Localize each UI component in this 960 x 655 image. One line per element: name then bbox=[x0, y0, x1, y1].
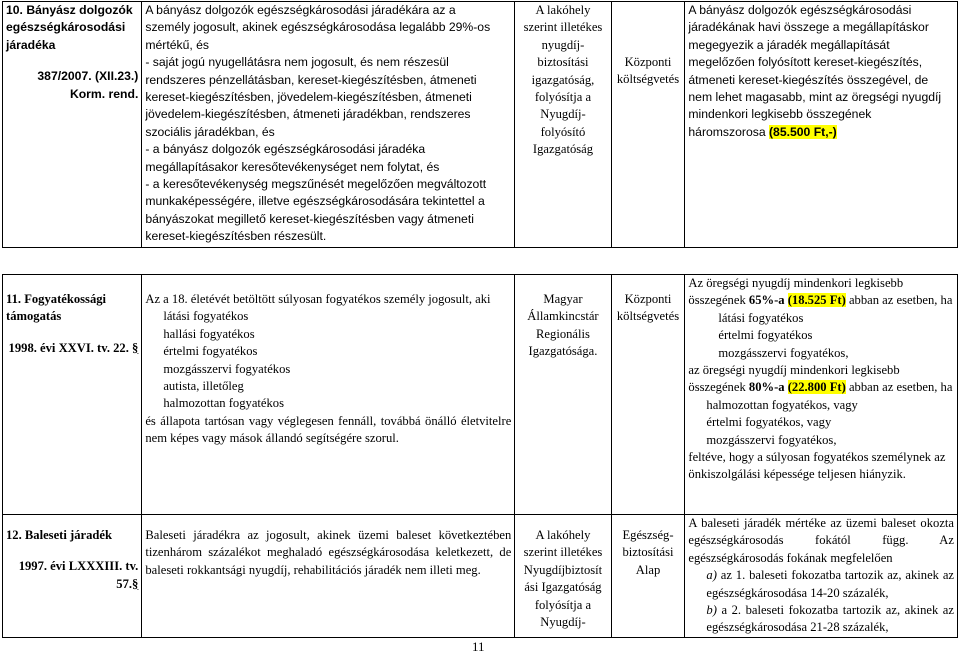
eligibility-line: A bányász dolgozók egészségkárosodási járadékára az a bbox=[145, 3, 456, 17]
amount-line: átmeneti kereset-kiegészítés összegével, de bbox=[688, 72, 929, 87]
table-row bbox=[3, 515, 958, 638]
authority-line: szerint illetékes bbox=[523, 20, 603, 35]
authority-line: Magyar bbox=[543, 292, 583, 306]
amount-outro: feltéve, hogy a súlyosan fogyatékos személynek az önkiszolgálási képessége teljesen hiányzik. bbox=[688, 450, 946, 482]
amount-text: abban az esetben, ha bbox=[845, 380, 953, 395]
amount-cell bbox=[685, 2, 958, 248]
benefits-table-top bbox=[2, 1, 958, 248]
amount-item: halmozottan fogyatékos, vagy bbox=[706, 397, 858, 412]
authority-line: igazgatóság, bbox=[531, 72, 595, 87]
eligibility-item: értelmi fogyatékos bbox=[163, 344, 258, 359]
amount-tier-1 bbox=[688, 275, 954, 310]
legal-reference: 387/2007. (XII.23.) Korm. rend. bbox=[37, 69, 139, 101]
eligibility-line: rendszeres pénzellátásban, kereset-kiegészítésben, átmeneti bbox=[145, 72, 477, 87]
amount-item-text: a 2. baleseti fokozatba tartozik az, akinek az egészségkárosodása 21-28 százalék, bbox=[706, 603, 954, 635]
authority-line: ási Igazgatóság bbox=[524, 580, 602, 595]
eligibility-item: autista, illetőleg bbox=[163, 379, 244, 394]
authority-line: Regionális bbox=[536, 326, 590, 341]
eligibility-item: hallási fogyatékos bbox=[163, 326, 255, 341]
authority-line: szerint illetékes bbox=[523, 545, 603, 560]
amount-cell bbox=[685, 275, 958, 515]
funding-line: Egészség- bbox=[622, 528, 674, 542]
amount-highlight: (22.800 Ft) bbox=[787, 380, 846, 395]
benefit-title: 12. Baleseti járadék bbox=[6, 528, 112, 542]
amount-item: értelmi fogyatékos bbox=[718, 328, 813, 343]
eligibility-cell bbox=[142, 2, 515, 248]
amount-intro: A baleseti járadék mértéke az üzemi baleset okozta egészségkárosodás fokától függ. Az egészségkárosodás fokának megfelelően bbox=[688, 516, 954, 565]
amount-percent: 80%-a bbox=[748, 380, 785, 395]
table-row bbox=[3, 275, 958, 515]
eligibility-intro: Az a 18. életévét betöltött súlyosan fogyatékos személy jogosult, aki bbox=[145, 292, 491, 306]
authority-cell bbox=[515, 515, 611, 638]
amount-tier-2 bbox=[688, 362, 954, 397]
eligibility-outro: és állapota tartósan vagy véglegesen fennáll, továbbá önálló életvitelre nem képes vagy mások állandó segítségére szorul. bbox=[145, 413, 512, 446]
amount-item bbox=[688, 602, 954, 637]
amount-text: abban az esetben, ha bbox=[845, 293, 953, 308]
authority-cell bbox=[515, 2, 611, 248]
authority-line: biztosítási bbox=[537, 55, 589, 70]
legal-reference bbox=[6, 544, 138, 593]
item-label: a) bbox=[706, 568, 717, 583]
amount-item: látási fogyatékos bbox=[718, 310, 804, 325]
authority-line: Nyugdíj- bbox=[540, 615, 586, 630]
eligibility-line: személy jogosult, akinek egészségkárosodása legalább 29%-os bbox=[145, 20, 491, 35]
authority-cell bbox=[515, 275, 611, 515]
amount-line: megelőzően folyósított kereset-kiegészítés, bbox=[688, 55, 923, 70]
eligibility-line: megállapításakor keresőtevékenységet nem folytat, és bbox=[145, 159, 440, 174]
benefit-name-cell bbox=[3, 515, 142, 638]
amount-highlight: (85.500 Ft,-) bbox=[769, 124, 837, 139]
authority-line: Nyugdíjbiztosít bbox=[523, 562, 603, 577]
eligibility-line: bányászokat megillető kereset-kiegészítésben vagy átmeneti bbox=[145, 211, 474, 226]
amount-line: járadékának havi összege a megállapításkor bbox=[688, 20, 929, 35]
amount-text: az öregségi nyugdíj mindenkori legkisebb összegének bbox=[688, 363, 900, 395]
table-row bbox=[3, 2, 958, 248]
amount-item: értelmi fogyatékos, vagy bbox=[706, 415, 832, 430]
authority-line: folyósító bbox=[540, 124, 586, 139]
eligibility-line: - saját jogú nyugellátásra nem jogosult, és nem részesül bbox=[145, 55, 449, 70]
eligibility-line: szociális járadékban, és bbox=[145, 124, 275, 139]
funding-source: Központi költségvetés bbox=[616, 292, 680, 324]
eligibility-line: - a bányász dolgozók egészségkárosodási járadéka bbox=[145, 142, 426, 157]
authority-line: folyósítja a bbox=[534, 597, 592, 612]
eligibility-line: kereset-kiegészítésben, jövedelem-kiegészítésben, átmeneti bbox=[145, 90, 472, 105]
funding-cell bbox=[611, 2, 685, 248]
authority-line: folyósítja a bbox=[534, 90, 592, 105]
eligibility-line: jövedelem-kiegészítésben, átmeneti járadékban, rendszeres bbox=[145, 107, 471, 122]
amount-item bbox=[688, 567, 954, 602]
legal-reference-text: 1997. évi LXXXIII. tv. 57. bbox=[18, 559, 139, 591]
benefit-title: 11. Fogyatékossági támogatás bbox=[6, 292, 107, 324]
funding-cell bbox=[611, 275, 685, 515]
authority-line: Államkincstár bbox=[527, 309, 599, 324]
funding-line: Alap bbox=[635, 562, 661, 577]
eligibility-text: Baleseti járadékra az jogosult, akinek üzemi baleset következtében tizenhárom százalékot meghaladó egészségkárosodása keletkezett, de baleseti rokkantsági nyugdíj, rehabilitációs járadék nem illeti meg. bbox=[145, 528, 512, 577]
eligibility-line: mértékű, és bbox=[145, 37, 210, 52]
benefits-table-bottom bbox=[2, 274, 958, 638]
legal-reference-text: 1998. évi XXVI. tv. 22. bbox=[8, 340, 129, 355]
section-sign: § bbox=[132, 340, 139, 355]
eligibility-item: mozgásszervi fogyatékos bbox=[163, 361, 291, 376]
section-sign: § bbox=[132, 576, 139, 591]
eligibility-cell bbox=[142, 515, 515, 638]
amount-item-text: az 1. baleseti fokozatba tartozik az, akinek az egészségkárosodása 14-20 százalék, bbox=[706, 568, 954, 600]
amount-text: Az öregségi nyugdíj mindenkori legkisebb összegének bbox=[688, 276, 904, 308]
amount-item: mozgásszervi fogyatékos, bbox=[706, 432, 837, 447]
eligibility-line: kereset-kiegészítésben részesült. bbox=[145, 229, 327, 244]
eligibility-item: látási fogyatékos bbox=[163, 309, 249, 324]
amount-line: megegyezik a járadék megállapítását bbox=[688, 37, 890, 52]
authority-line: A lakóhely bbox=[535, 528, 591, 542]
eligibility-item: halmozottan fogyatékos bbox=[163, 396, 284, 411]
authority-line: Nyugdíj- bbox=[540, 107, 586, 122]
legal-reference bbox=[6, 326, 138, 357]
amount-percent: 65%-a bbox=[748, 293, 785, 308]
funding-line: biztosítási bbox=[622, 545, 674, 560]
amount-line: nem lehet magasabb, mint az öregségi nyugdíj bbox=[688, 90, 942, 105]
eligibility-line: - a keresőtevékenység megszűnését megelőzően megváltozott bbox=[145, 177, 487, 192]
benefit-name-cell bbox=[3, 2, 142, 248]
eligibility-cell bbox=[142, 275, 515, 515]
authority-line: A lakóhely bbox=[535, 3, 591, 17]
amount-line: mindenkori legkisebb összegének bbox=[688, 107, 872, 122]
benefit-name-cell bbox=[3, 275, 142, 515]
funding-cell bbox=[611, 515, 685, 638]
authority-line: nyugdíj- bbox=[541, 37, 585, 52]
amount-cell bbox=[685, 515, 958, 638]
eligibility-line: munkaképességére, illetve egészségkárosodására tekintettel a bbox=[145, 194, 485, 209]
amount-line: A bányász dolgozók egészségkárosodási bbox=[688, 3, 912, 17]
amount-prefix: háromszorosa bbox=[688, 124, 769, 139]
page-number: 11 bbox=[472, 639, 485, 654]
amount-item: mozgásszervi fogyatékos, bbox=[718, 345, 849, 360]
benefit-title: 10. Bányász dolgozók egészségkárosodási járadéka bbox=[6, 3, 133, 52]
authority-line: Igazgatósága. bbox=[528, 344, 598, 359]
authority-line: Igazgatóság bbox=[532, 142, 594, 157]
amount-line bbox=[688, 124, 954, 141]
amount-highlight: (18.525 Ft) bbox=[787, 293, 846, 308]
funding-source: Központi költségvetés bbox=[616, 55, 680, 87]
item-label: b) bbox=[706, 603, 717, 618]
